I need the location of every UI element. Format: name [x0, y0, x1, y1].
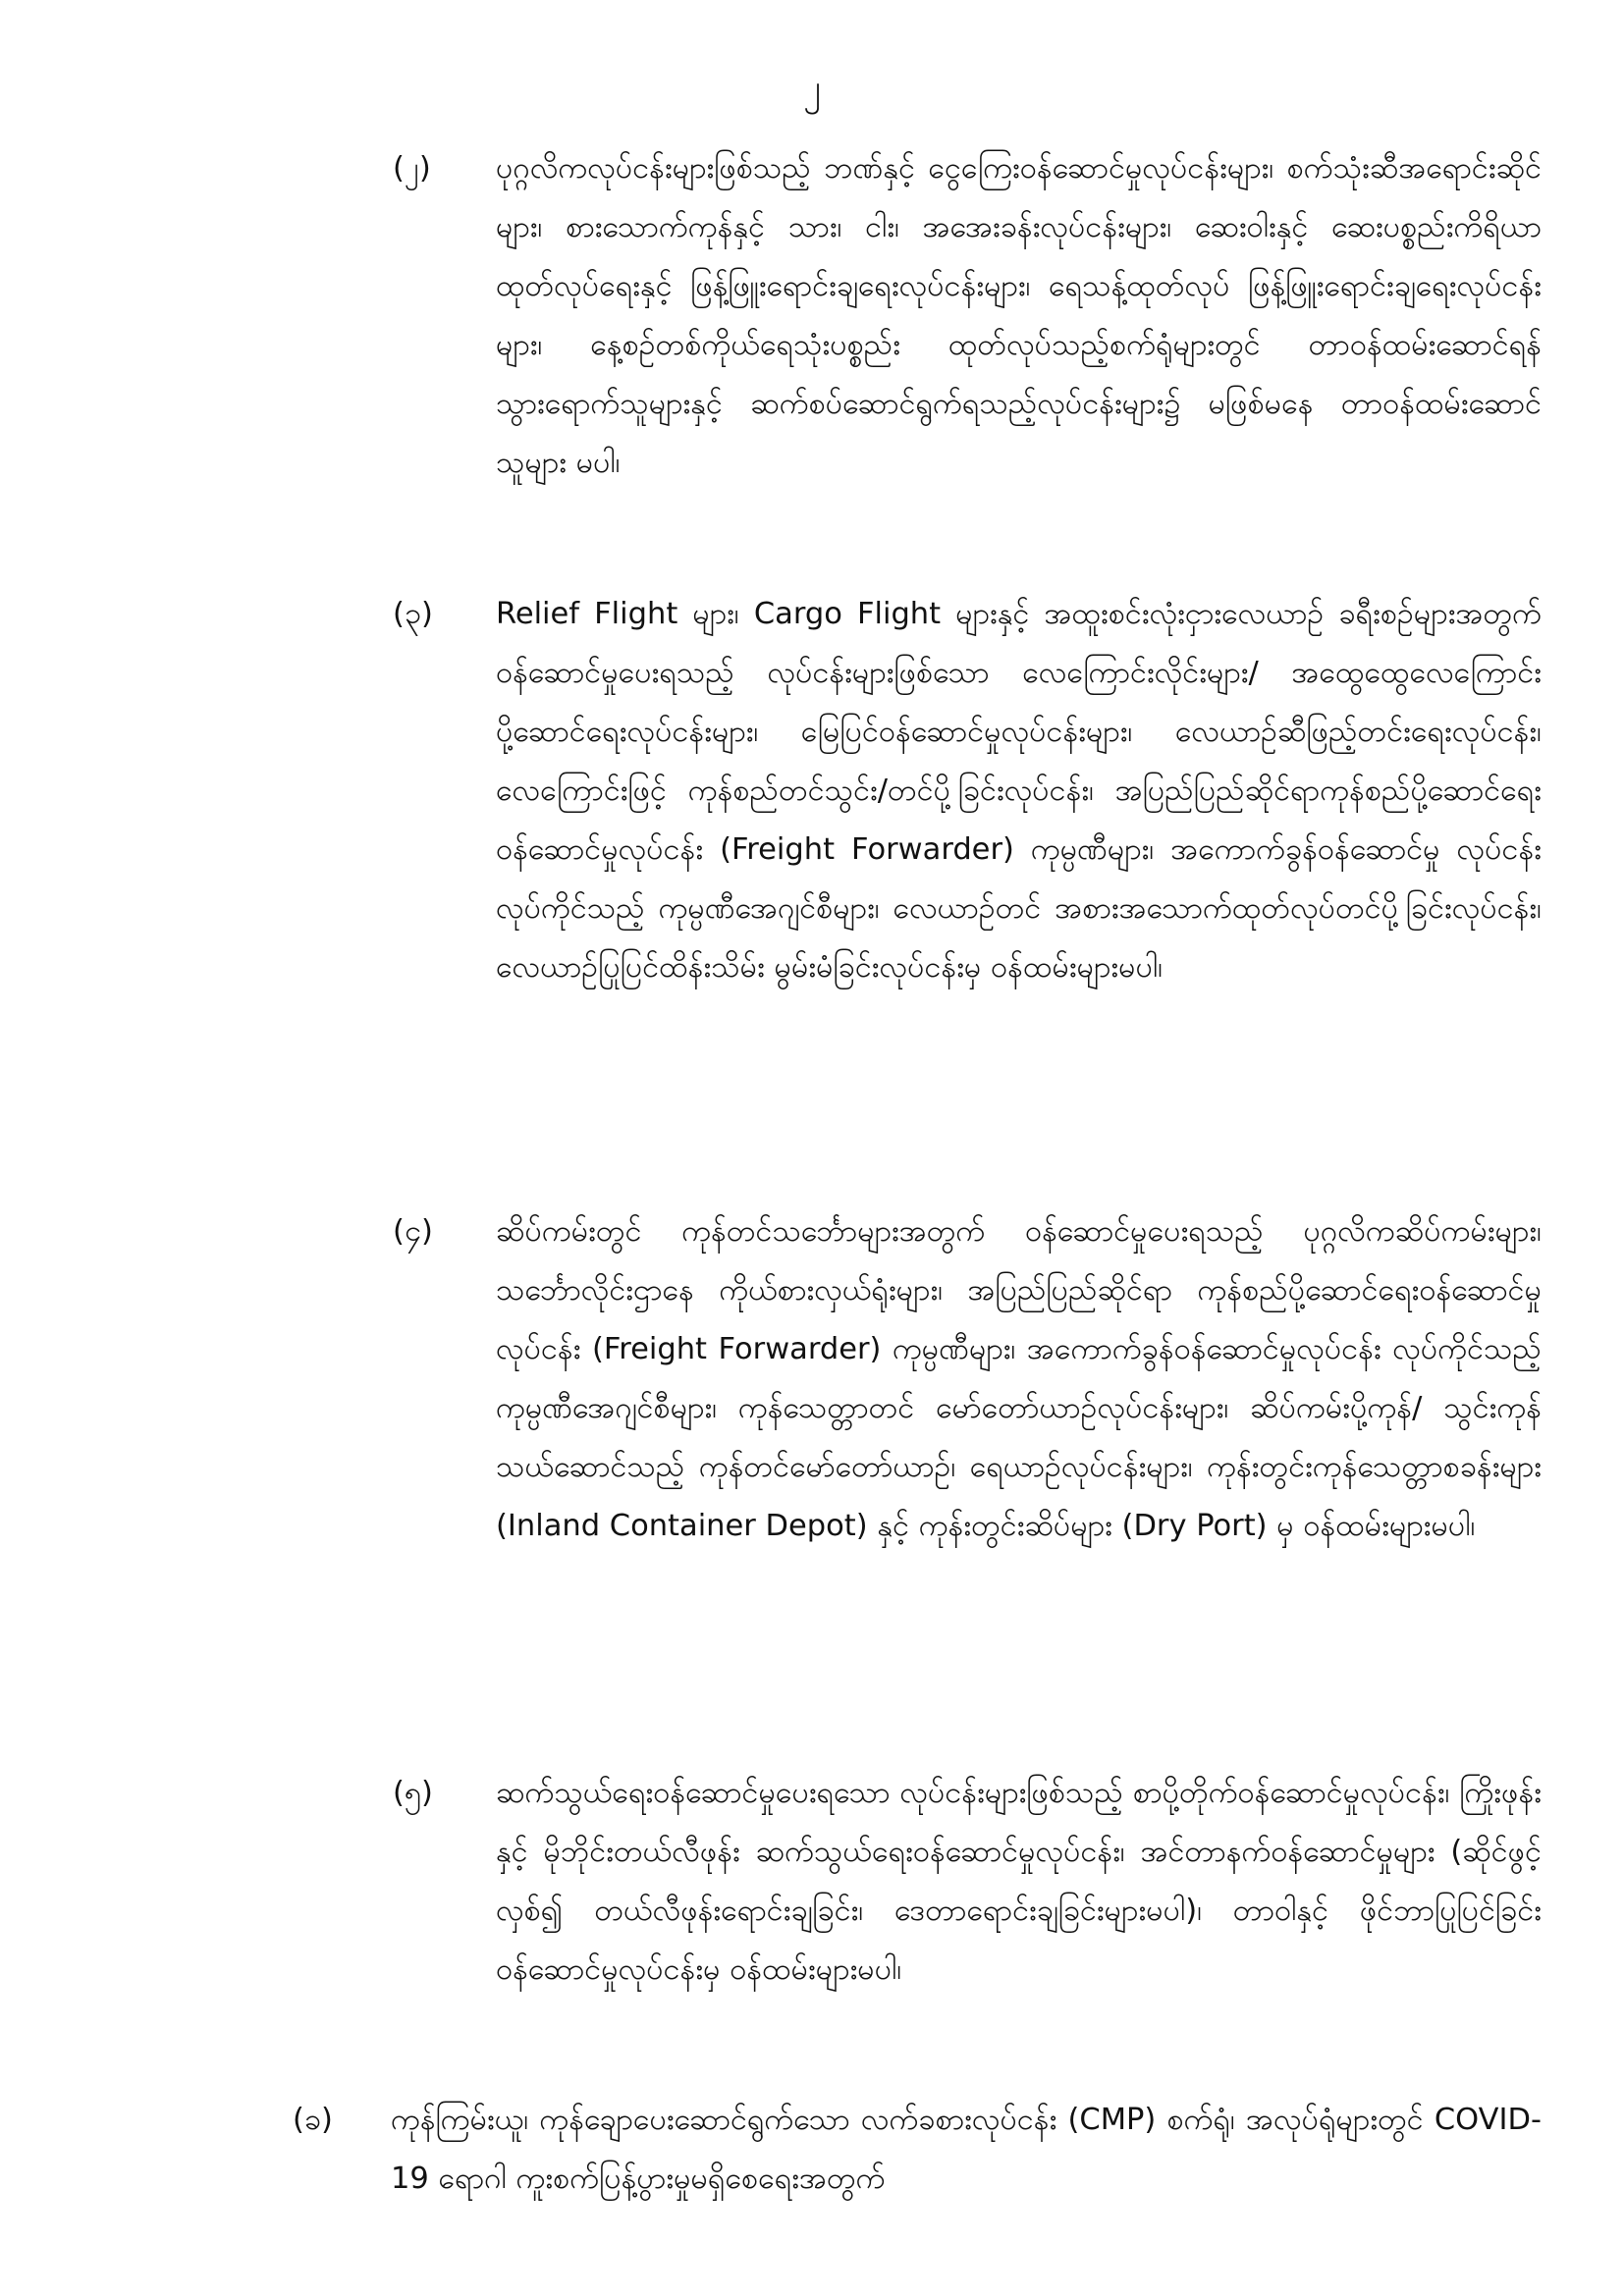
item-number: (ခ) [293, 2103, 333, 2137]
page-number: ၂ [803, 68, 821, 108]
item-text: ဆိပ်ကမ်းတွင် ကုန်တင်သင်္ဘောများအတွက် ဝန်ဆောင်မှုပေးရသည့် ပုဂ္ဂလိကဆိပ်ကမ်းများ၊ သင်္ဘောလိုင်းဌာနေ ကိုယ်စားလှယ်ရုံးများ၊ အပြည်ပြည်ဆိုင်ရာ ကုန်စည်ပို့ဆောင်ရေးဝန်ဆောင်မှုလုပ်ငန်း (Freight Forwarder) ကုမ္ပဏီများ၊ အကောက်ခွန်ဝန်ဆောင်မှုလုပ်ငန်း လုပ်ကိုင်သည့် ကုမ္ပဏီအေဂျင်စီများ၊ ကုန်သေတ္တာတင် မော်တော်ယာဉ်လုပ်ငန်းများ၊ ဆိပ်ကမ်းပို့ကုန်/ သွင်းကုန်သယ်ဆောင်သည့် ကုန်တင်မော်တော်ယာဉ်၊ ရေယာဉ်လုပ်ငန်းများ၊ ကုန်းတွင်းကုန်သေတ္တာစခန်းများ (Inland Container Depot) နှင့် ကုန်းတွင်းဆိပ်များ (Dry Port) မှ ဝန်ထမ်းများမပါ၊ [496, 1214, 1542, 1543]
item-text: Relief Flight များ၊ Cargo Flight များနှင့် အထူးစင်းလုံးငှားလေယာဉ် ခရီးစဉ်များအတွက် ဝန်ဆောင်မှုပေးရသည့် လုပ်ငန်းများဖြစ်သော လေကြောင်းလိုင်းများ/ အထွေထွေလေကြောင်းပို့ဆောင်ရေးလုပ်ငန်းများ၊ မြေပြင်ဝန်ဆောင်မှုလုပ်ငန်းများ၊ လေယာဉ်ဆီဖြည့်တင်းရေးလုပ်ငန်း၊ လေကြောင်းဖြင့် ကုန်စည်တင်သွင်း/တင်ပို့ခြင်းလုပ်ငန်း၊ အပြည်ပြည်ဆိုင်ရာကုန်စည်ပို့ဆောင်ရေး ဝန်ဆောင်မှုလုပ်ငန်း (Freight Forwarder) ကုမ္ပဏီများ၊ အကောက်ခွန်ဝန်ဆောင်မှု လုပ်ငန်းလုပ်ကိုင်သည့် ကုမ္ပဏီအေဂျင်စီများ၊ လေယာဉ်တင် အစားအသောက်ထုတ်လုပ်တင်ပို့ခြင်းလုပ်ငန်း၊ လေယာဉ်ပြုပြင်ထိန်းသိမ်း မွမ်းမံခြင်းလုပ်ငန်းမှ ဝန်ထမ်းများမပါ၊ [496, 597, 1542, 985]
item-number: (၂) [393, 151, 431, 186]
item-number: (၃) [393, 597, 433, 631]
item-number: (၄) [393, 1214, 433, 1249]
item-text: ဆက်သွယ်ရေးဝန်ဆောင်မှုပေးရသော လုပ်ငန်းများဖြစ်သည့် စာပို့တိုက်ဝန်ဆောင်မှုလုပ်ငန်း၊ ကြိုးဖုန်းနှင့် မိုဘိုင်းတယ်လီဖုန်း ဆက်သွယ်ရေးဝန်ဆောင်မှုလုပ်ငန်း၊ အင်တာနက်ဝန်ဆောင်မှုများ (ဆိုင်ဖွင့်လှစ်၍ တယ်လီဖုန်းရောင်းချခြင်း၊ ဒေတာရောင်းချခြင်းများမပါ)၊ တာဝါနှင့် ဖိုင်ဘာပြုပြင်ခြင်း ဝန်ဆောင်မှုလုပ်ငန်းမှ ဝန်ထမ်းများမပါ၊ [496, 1776, 1542, 1987]
item-text: ပုဂ္ဂလိကလုပ်ငန်းများဖြစ်သည့် ဘဏ်နှင့် ငွေကြေးဝန်ဆောင်မှုလုပ်ငန်းများ၊ စက်သုံးဆီအရောင်းဆိုင်များ၊ စားသောက်ကုန်နှင့် သား၊ ငါး၊ အအေးခန်းလုပ်ငန်းများ၊ ဆေးဝါးနှင့် ဆေးပစ္စည်းကိရိယာ ထုတ်လုပ်ရေးနှင့် ဖြန့်ဖြူးရောင်းချရေးလုပ်ငန်းများ၊ ရေသန့်ထုတ်လုပ် ဖြန့်ဖြူးရောင်းချရေးလုပ်ငန်းများ၊ နေ့စဉ်တစ်ကိုယ်ရေသုံးပစ္စည်း ထုတ်လုပ်သည့်စက်ရုံများတွင် တာဝန်ထမ်းဆောင်ရန် သွားရောက်သူများနှင့် ဆက်စပ်ဆောင်ရွက်ရသည့်လုပ်ငန်းများ၌ မဖြစ်မနေ တာဝန်ထမ်းဆောင်သူများ မပါ၊ [496, 151, 1542, 480]
item-number: (၅) [393, 1776, 433, 1810]
item-text: ကုန်ကြမ်းယူ၊ ကုန်ချောပေးဆောင်ရွက်သော လက်ခစားလုပ်ငန်း (CMP) စက်ရုံ၊ အလုပ်ရုံများတွင် COVID-19 ရောဂါ ကူးစက်ပြန့်ပွားမှုမရှိစေရေးအတွက် [391, 2103, 1542, 2196]
